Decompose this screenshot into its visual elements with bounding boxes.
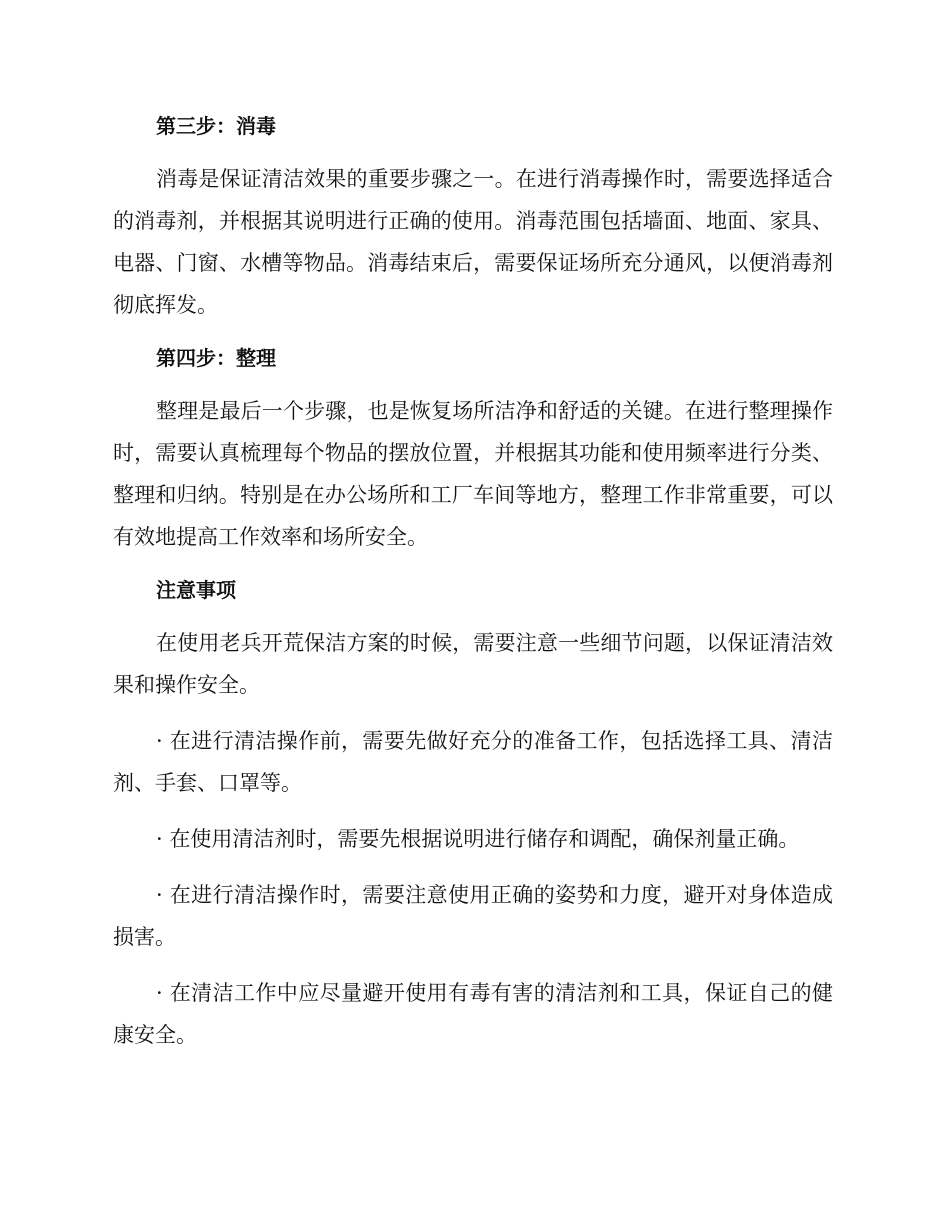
precaution-item-posture: · 在进行清洁操作时，需要注意使用正确的姿势和力度，避开对身体造成损害。 [113,883,833,949]
precaution-item-cleaner-usage: · 在使用清洁剂时，需要先根据说明进行储存和调配，确保剂量正确。 [156,827,800,851]
precaution-item-health-safety: · 在清洁工作中应尽量避开使用有毒有害的清洁剂和工具，保证自己的健康安全。 [113,981,833,1047]
section-heading-organizing: 第四步：整理 [156,346,276,370]
precaution-item-preparation: · 在进行清洁操作前，需要先做好充分的准备工作，包括选择工具、清洁剂、手套、口罩等。 [113,729,833,795]
paragraph-precautions-intro: 在使用老兵开荒保洁方案的时候，需要注意一些细节问题，以保证清洁效果和操作安全。 [113,631,833,697]
section-heading-disinfection: 第三步：消毒 [156,114,276,138]
paragraph-organizing: 整理是最后一个步骤，也是恢复场所洁净和舒适的关键。在进行整理操作时，需要认真梳理每个物品的摆放位置，并根据其功能和使用频率进行分类、整理和归纳。特别是在办公场所和工厂车间等地方，整理工作非常重要，可以有效地提高工作效率和场所安全。 [113,399,833,549]
document-body [113,108,833,1056]
section-heading-precautions: 注意事项 [156,578,236,602]
paragraph-disinfection: 消毒是保证清洁效果的重要步骤之一。在进行消毒操作时，需要选择适合的消毒剂，并根据其说明进行正确的使用。消毒范围包括墙面、地面、家具、电器、门窗、水槽等物品。消毒结束后，需要保证场所充分通风，以便消毒剂彻底挥发。 [113,167,833,317]
